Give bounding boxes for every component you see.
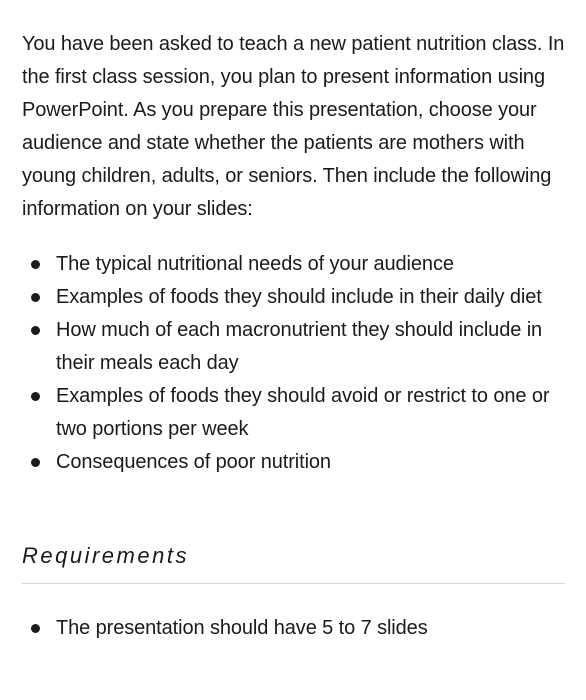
assignment-document [22,28,567,645]
list-item-text: Consequences of poor nutrition [56,451,331,473]
list-item [22,248,567,281]
list-item-text: How much of each macronutrient they should include in their meals each day [56,319,543,374]
list-item-text: The presentation should have 5 to 7 slides [56,617,428,639]
list-item-text: Examples of foods they should avoid or restrict to one or two portions per week [56,385,550,440]
bullet-icon [31,293,40,302]
list-item [22,314,567,380]
list-item [22,380,567,446]
intro-paragraph: You have been asked to teach a new patient nutrition class. In the first class session, you plan to present information using PowerPoint. As you prepare this presentation, choose your audience and state whether the patients are mothers with young children, adults, or seniors. Then include the following information on your slides: [22,33,565,220]
list-item [22,281,567,314]
list-item [22,446,567,479]
requirements-bullet-list [22,612,567,645]
requirements-heading: Requirements [22,543,189,568]
bullet-icon [31,326,40,335]
bullet-icon [31,458,40,467]
bullet-icon [31,392,40,401]
list-item-text: Examples of foods they should include in their daily diet [56,286,542,308]
list-item [22,612,567,645]
list-item-text: The typical nutritional needs of your audience [56,253,454,275]
bullet-icon [31,624,40,633]
section-divider [22,583,565,584]
bullet-icon [31,260,40,269]
content-bullet-list [22,248,567,479]
